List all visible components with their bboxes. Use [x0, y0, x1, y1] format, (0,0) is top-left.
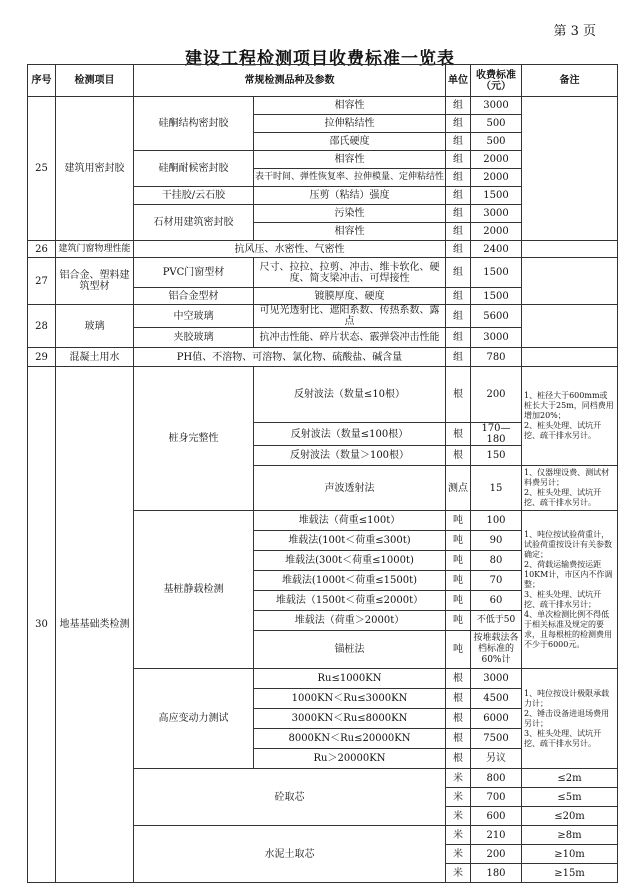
unit: 吨: [446, 611, 471, 631]
param: 堆载法（1500t＜荷重≤2000t）: [254, 591, 446, 611]
param: 拉伸粘结性: [254, 115, 446, 133]
param: 锚桩法: [254, 631, 446, 669]
param: Ru＞20000KN: [254, 749, 446, 769]
page-number: 第 3 页: [553, 24, 596, 39]
sub-item: 石材用建筑密封胶: [134, 205, 254, 241]
header-unit: 单位: [446, 65, 471, 97]
param: 镀膜厚度、硬度: [254, 288, 446, 305]
unit: 组: [446, 169, 471, 187]
unit: 米: [446, 788, 471, 807]
sub-item: 基桩静载检测: [134, 511, 254, 669]
header-note: 备注: [522, 65, 618, 97]
param: 相容性: [254, 223, 446, 241]
unit: 组: [446, 288, 471, 305]
unit: 组: [446, 187, 471, 205]
param: 8000KN＜Ru≤20000KN: [254, 729, 446, 749]
unit: 米: [446, 864, 471, 883]
row-item: 建筑门窗物理性能: [56, 241, 134, 258]
fee: 2000: [471, 169, 522, 187]
header-params: 常规检测品种及参数: [134, 65, 446, 97]
fee: 不低于50: [471, 611, 522, 631]
fee: 150: [471, 446, 522, 466]
unit: 组: [446, 151, 471, 169]
param: 堆载法（荷重≤100t）: [254, 511, 446, 531]
param: 抗风压、水密性、气密性: [134, 241, 446, 258]
note-text: 1、吨位按设计极限承载力计； 2、锤击设备进退场费用另计； 3、桩头处理、试坑开挖、疏干排水另计。: [524, 688, 610, 748]
param: Ru≤1000KN: [254, 669, 446, 689]
fee: 1500: [471, 288, 522, 305]
note: [522, 97, 618, 241]
unit: 组: [446, 305, 471, 328]
note: [522, 367, 618, 466]
unit: 吨: [446, 571, 471, 591]
unit: 根: [446, 729, 471, 749]
param: 反射波法（数量≤10根）: [254, 367, 446, 423]
param: 反射波法（数量＞100根）: [254, 446, 446, 466]
note-text: 1、仪器埋设费、测试材料费另计； 2、桩头处理、试坑开挖、疏干排水另计。: [524, 468, 610, 507]
fee: 6000: [471, 709, 522, 729]
fee: 3000: [471, 328, 522, 348]
fee: 80: [471, 551, 522, 571]
fee: 170—180: [471, 423, 522, 446]
row-no: 29: [28, 348, 56, 367]
unit: 吨: [446, 551, 471, 571]
sub-item: 夹胶玻璃: [134, 328, 254, 348]
unit: 根: [446, 423, 471, 446]
unit: 米: [446, 845, 471, 864]
table-row: [28, 258, 618, 288]
fee: 180: [471, 864, 522, 883]
unit: 根: [446, 689, 471, 709]
fee: 3000: [471, 97, 522, 115]
note: ≥10m: [522, 845, 618, 864]
fee: 3000: [471, 669, 522, 689]
table-row: [28, 97, 618, 115]
row-item: 建筑用密封胶: [56, 97, 134, 241]
fee: 200: [471, 367, 522, 423]
row-no: 26: [28, 241, 56, 258]
note: [522, 466, 618, 511]
param: 邵氏硬度: [254, 133, 446, 151]
fee: 4500: [471, 689, 522, 709]
unit: 米: [446, 769, 471, 788]
row-item: 混凝土用水: [56, 348, 134, 367]
fee: 600: [471, 807, 522, 826]
fee: 780: [471, 348, 522, 367]
param: 堆载法(300t＜荷重≤1000t): [254, 551, 446, 571]
sub-item: 干挂胶/云石胶: [134, 187, 254, 205]
note: [522, 305, 618, 348]
fee: 100: [471, 511, 522, 531]
fee: 15: [471, 466, 522, 511]
unit: 根: [446, 446, 471, 466]
header-row: [28, 65, 618, 97]
unit: 吨: [446, 591, 471, 611]
param: 压剪（粘结）强度: [254, 187, 446, 205]
note: [522, 258, 618, 305]
param: 1000KN＜Ru≤3000KN: [254, 689, 446, 709]
unit: 组: [446, 348, 471, 367]
sub-item: 高应变动力测试: [134, 669, 254, 769]
note: ≥15m: [522, 864, 618, 883]
fee: 3000: [471, 205, 522, 223]
unit: 组: [446, 223, 471, 241]
param: PH值、不溶物、可溶物、氯化物、硫酸盐、碱含量: [134, 348, 446, 367]
sub-item: 铝合金型材: [134, 288, 254, 305]
param: 抗冲击性能、碎片状态、霰弹袋冲击性能: [254, 328, 446, 348]
row-item: 铝合金、塑料建筑型材: [56, 258, 134, 305]
unit: 米: [446, 807, 471, 826]
table-row: [28, 367, 618, 423]
param: 堆载法(1000t＜荷重≤1500t): [254, 571, 446, 591]
fee: 2400: [471, 241, 522, 258]
unit: 组: [446, 328, 471, 348]
unit: 根: [446, 749, 471, 769]
param: 相容性: [254, 151, 446, 169]
note: [522, 511, 618, 669]
fee: 另议: [471, 749, 522, 769]
fee: 7500: [471, 729, 522, 749]
fee: 2000: [471, 151, 522, 169]
unit: 组: [446, 205, 471, 223]
unit: 组: [446, 241, 471, 258]
unit: 测点: [446, 466, 471, 511]
fee: 500: [471, 115, 522, 133]
table-row: [28, 305, 618, 328]
fee: 按堆载法各档标准的60%计: [471, 631, 522, 669]
param: 3000KN＜Ru≤8000KN: [254, 709, 446, 729]
fee-table: [27, 64, 618, 883]
unit: 米: [446, 826, 471, 845]
unit: 根: [446, 367, 471, 423]
row-no: 27: [28, 258, 56, 305]
fee: 700: [471, 788, 522, 807]
row-no: 30: [28, 367, 56, 883]
param: 相容性: [254, 97, 446, 115]
note: ≥8m: [522, 826, 618, 845]
sub-item: PVC门窗型材: [134, 258, 254, 288]
param: 堆载法（荷重＞2000t）: [254, 611, 446, 631]
note: ≤2m: [522, 769, 618, 788]
unit: 根: [446, 709, 471, 729]
header-no: 序号: [28, 65, 56, 97]
fee: 210: [471, 826, 522, 845]
note-text: 1、吨位按试验荷重计，试验荷重按设计有关参数确定； 2、荷载运输费按运距10KM计，市区内不作调整； 3、桩头处理、试坑开挖、疏干排水另计； 4、单次检测比例不得低于相关标准及规定的要求，且每根桩的检测费用不少于6000元。: [524, 529, 613, 649]
fee: 60: [471, 591, 522, 611]
note-text: 1、桩径大于600mm或桩长大于25m，同档费用增加20%； 2、桩头处理、试坑开挖、疏干排水另计。: [524, 391, 614, 440]
unit: 吨: [446, 531, 471, 551]
table-row: [28, 348, 618, 367]
unit: 组: [446, 258, 471, 288]
row-item: 地基基础类检测: [56, 367, 134, 883]
param: 反射波法（数量≤100根）: [254, 423, 446, 446]
sub-item: 中空玻璃: [134, 305, 254, 328]
fee: 1500: [471, 258, 522, 288]
unit: 吨: [446, 511, 471, 531]
unit: 组: [446, 97, 471, 115]
fee: 800: [471, 769, 522, 788]
fee: 500: [471, 133, 522, 151]
note: [522, 669, 618, 769]
table-row: [28, 241, 618, 258]
header-fee: 收费标准（元）: [471, 65, 522, 97]
row-item: 玻璃: [56, 305, 134, 348]
param: 堆载法(100t＜荷重≤300t): [254, 531, 446, 551]
param: 可见光透射比、遮阳系数、传热系数、露点: [254, 305, 446, 328]
note: [522, 241, 618, 258]
note: ≤5m: [522, 788, 618, 807]
sub-item: 硅酮耐候密封胶: [134, 151, 254, 187]
sub-item: 桩身完整性: [134, 367, 254, 511]
fee: 200: [471, 845, 522, 864]
row-no: 25: [28, 97, 56, 241]
fee: 70: [471, 571, 522, 591]
unit: 组: [446, 115, 471, 133]
param: 声波透射法: [254, 466, 446, 511]
fee: 5600: [471, 305, 522, 328]
fee: 1500: [471, 187, 522, 205]
param: 表干时间、弹性恢复率、拉伸模量、定伸粘结性: [254, 169, 446, 187]
fee: 90: [471, 531, 522, 551]
unit: 根: [446, 669, 471, 689]
fee: 2000: [471, 223, 522, 241]
row-no: 28: [28, 305, 56, 348]
sub-item: 硅酮结构密封胶: [134, 97, 254, 151]
sub-item: 砼取芯: [134, 769, 446, 826]
page-title: 建设工程检测项目收费标准一览表: [185, 49, 455, 69]
param: 尺寸、拉拉、拉剪、冲击、维卡软化、硬度、简支梁冲击、可焊接性: [254, 258, 446, 288]
param: 污染性: [254, 205, 446, 223]
unit: 组: [446, 133, 471, 151]
note: [522, 348, 618, 367]
note: ≤20m: [522, 807, 618, 826]
header-item: 检测项目: [56, 65, 134, 97]
sub-item: 水泥土取芯: [134, 826, 446, 883]
unit: 吨: [446, 631, 471, 669]
